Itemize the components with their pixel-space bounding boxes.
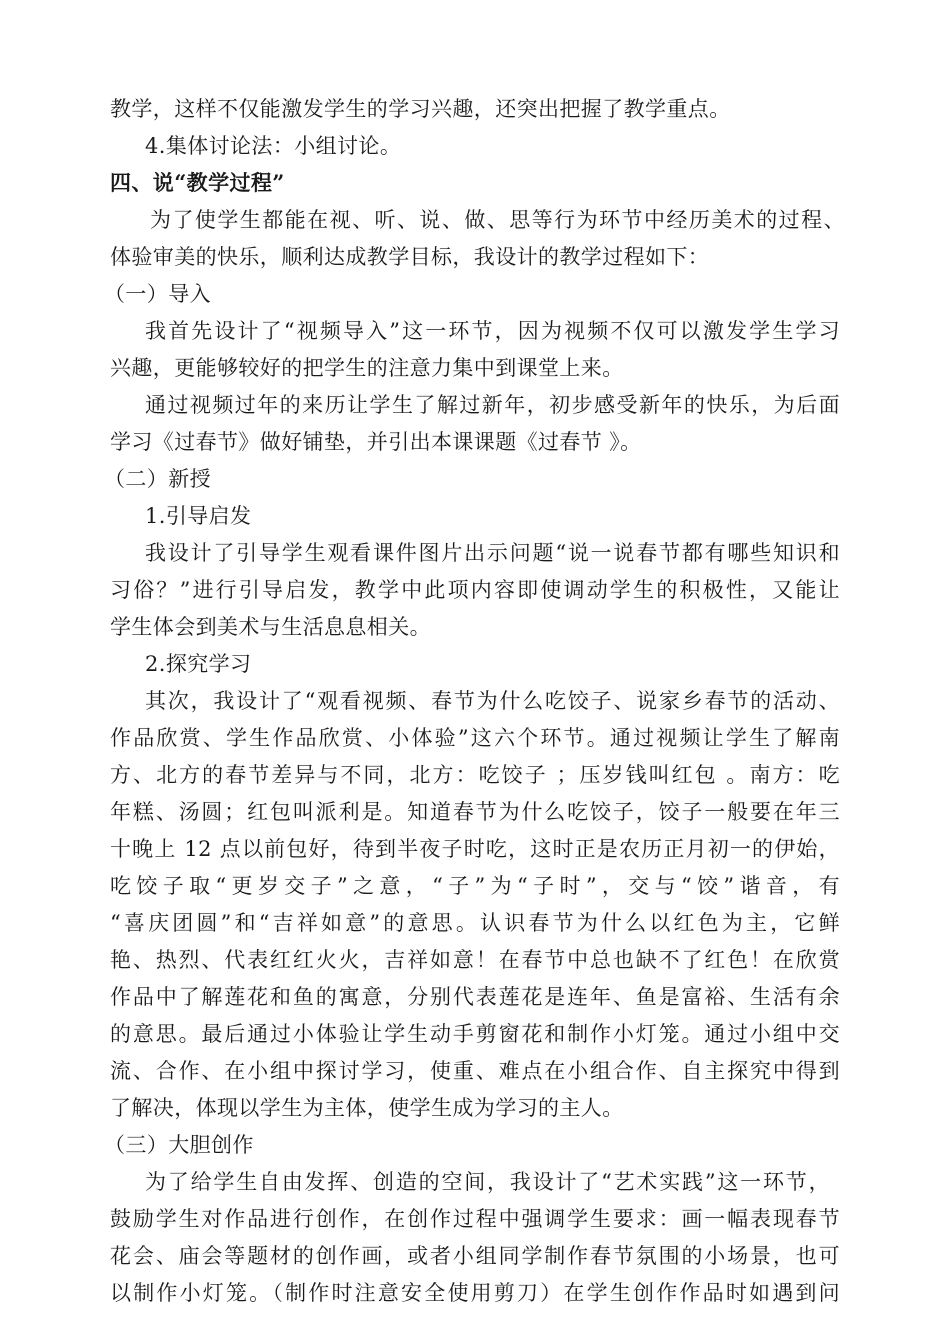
text-line: “喜庆团圆”和“吉祥如意”的意思。认识春节为什么以红色为主，它鲜 <box>110 911 840 935</box>
text-line: 为了给学生自由发挥、创造的空间，我设计了“艺术实践”这一环节， <box>145 1170 830 1194</box>
list-item: 1.引导启发 <box>145 504 252 528</box>
text-line: 吃饺子取“更岁交子”之意，“子”为“子时”，交与“饺”谐音，有 <box>110 874 840 898</box>
text-line: 花会、庙会等题材的创作画，或者小组同学制作春节氛围的小场景，也可 <box>110 1244 840 1268</box>
subsection-heading: （二）新授 <box>104 467 211 491</box>
text-line: 流、合作、在小组中探讨学习，使重、难点在小组合作、自主探究中得到 <box>110 1059 840 1083</box>
text-line: 的意思。最后通过小体验让学生动手剪窗花和制作小灯笼。通过小组中交 <box>110 1022 840 1046</box>
text-line: 鼓励学生对作品进行创作，在创作过程中强调学生要求：画一幅表现春节 <box>110 1207 840 1231</box>
text-line: 年糕、汤圆；红包叫派利是。知道春节为什么吃饺子，饺子一般要在年三 <box>110 800 840 824</box>
list-item: 4.集体讨论法：小组讨论。 <box>145 134 402 158</box>
text-line: 为了使学生都能在视、听、说、做、思等行为环节中经历美术的过程、 <box>150 208 845 232</box>
list-item: 2.探究学习 <box>145 652 252 676</box>
text-line: 习俗？”进行引导启发，教学中此项内容即使调动学生的积极性，又能让 <box>110 578 840 602</box>
text-line: 通过视频过年的来历让学生了解过新年，初步感受新年的快乐，为后面 <box>145 393 840 417</box>
text-line: 十晚上 12 点以前包好，待到半夜子时吃，这时正是农历正月初一的伊始， <box>110 837 840 861</box>
text-line: 其次，我设计了“观看视频、春节为什么吃饺子、说家乡春节的活动、 <box>145 689 840 713</box>
text-line: 我首先设计了“视频导入”这一环节，因为视频不仅可以激发学生学习 <box>145 319 840 343</box>
text-line: 艳、热烈、代表红红火火，吉祥如意！在春节中总也缺不了红色！在欣赏 <box>110 948 840 972</box>
text-line: 了解决，体现以学生为主体，使学生成为学习的主人。 <box>110 1096 624 1120</box>
subsection-heading: （一）导入 <box>104 282 211 306</box>
section-heading: 四、说“教学过程” <box>110 170 285 195</box>
subsection-heading: （三）大胆创作 <box>104 1133 254 1157</box>
text-line: 学习《过春节》做好铺垫，并引出本课课题《过春节 》。 <box>110 430 642 454</box>
text-line: 学生体会到美术与生活息息相关。 <box>110 615 431 639</box>
text-line: 作品中了解莲花和鱼的寓意，分别代表莲花是连年、鱼是富裕、生活有余 <box>110 985 840 1009</box>
text-line: 兴趣，更能够较好的把学生的注意力集中到课堂上来。 <box>110 356 624 380</box>
text-line: 体验审美的快乐，顺利达成教学目标，我设计的教学过程如下： <box>110 245 710 269</box>
text-line: 以制作小灯笼。（制作时注意安全使用剪刀）在学生创作作品时如遇到问 <box>110 1281 840 1305</box>
text-line: 方、北方的春节差异与不同，北方：吃饺子 ；压岁钱叫红包 。南方：吃 <box>110 763 840 787</box>
text-line: 我设计了引导学生观看课件图片出示问题“说一说春节都有哪些知识和 <box>145 541 840 565</box>
text-line: 教学，这样不仅能激发学生的学习兴趣，还突出把握了教学重点。 <box>110 97 731 121</box>
text-line: 作品欣赏、学生作品欣赏、小体验”这六个环节。通过视频让学生了解南 <box>110 726 840 750</box>
